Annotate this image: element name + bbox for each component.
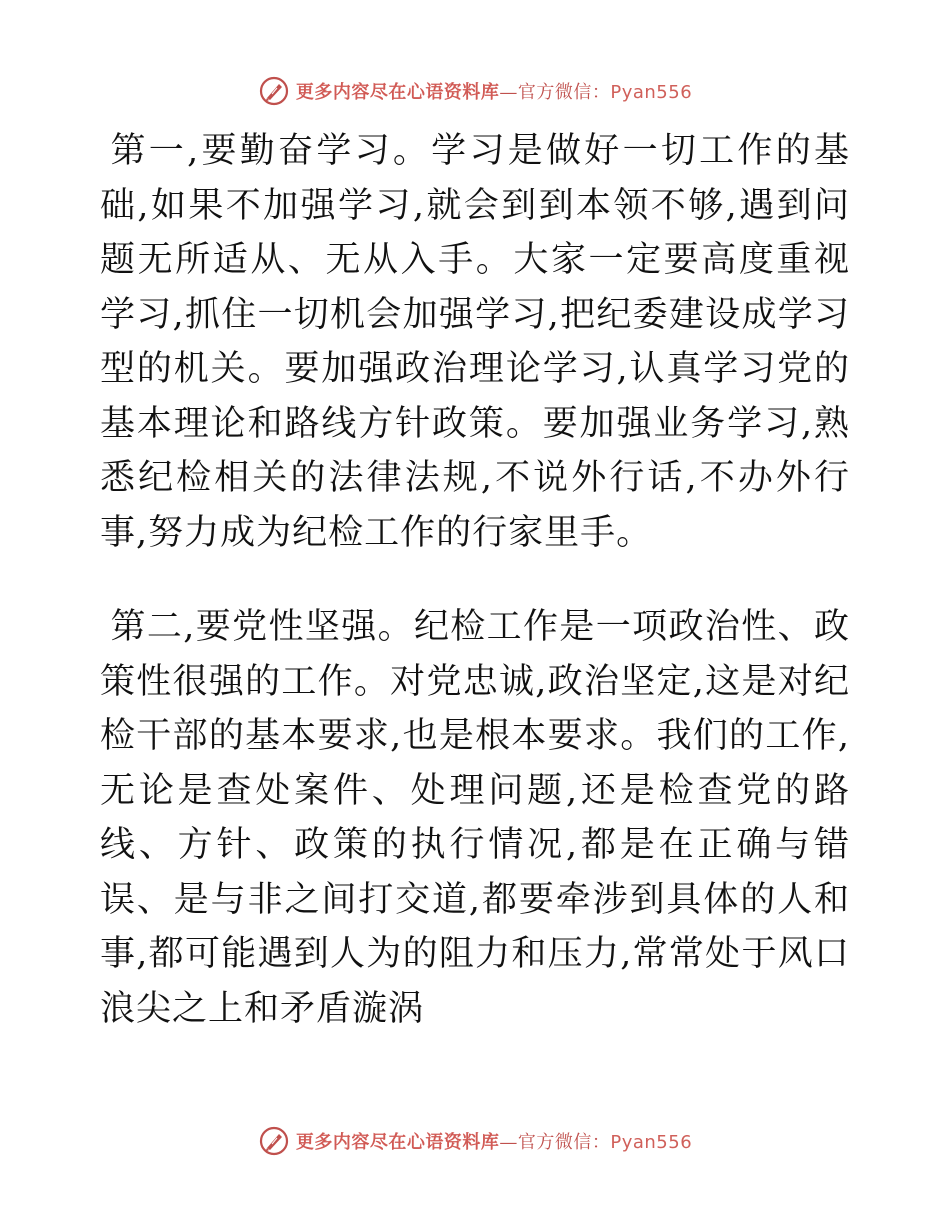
header-watermark xyxy=(0,74,950,108)
watermark-text xyxy=(296,1128,692,1154)
footer-watermark xyxy=(0,1124,950,1158)
watermark-brand: 更多内容尽在心语资料库 xyxy=(295,1132,500,1153)
watermark-wechat-id: Pyan556 xyxy=(610,1132,693,1153)
watermark-wechat-id: Pyan556 xyxy=(610,82,693,103)
watermark-label: —官方微信： xyxy=(499,82,611,103)
quill-pen-circle-icon xyxy=(258,75,290,107)
watermark-brand: 更多内容尽在心语资料库 xyxy=(295,82,500,103)
paragraph-1: 第一,要勤奋学习。学习是做好一切工作的基础,如果不加强学习,就会到到本领不够,遇到问题无所适从、无从入手。大家一定要高度重视学习,抓住一切机会加强学习,把纪委建设成学习型的机关。要加强政治理论学习,认真学习党的基本理论和路线方针政策。要加强业务学习,熟悉纪检相关的法律法规,不说外行话,不办外行事,努力成为纪检工作的行家里手。 xyxy=(100,131,850,553)
paragraph-2: 第二,要党性坚强。纪检工作是一项政治性、政策性很强的工作。对党忠诚,政治坚定,这是对纪检干部的基本要求,也是根本要求。我们的工作,无论是查处案件、处理问题,还是检查党的路线、方针、政策的执行情况,都是在正确与错误、是与非之间打交道,都要牵涉到具体的人和事,都可能遇到人为的阻力和压力,常常处于风口浪尖之上和矛盾漩涡 xyxy=(100,607,850,1029)
watermark-text xyxy=(296,78,692,104)
quill-pen-circle-icon xyxy=(258,1125,290,1157)
document-body xyxy=(100,124,850,1036)
watermark-label: —官方微信： xyxy=(499,1132,611,1153)
